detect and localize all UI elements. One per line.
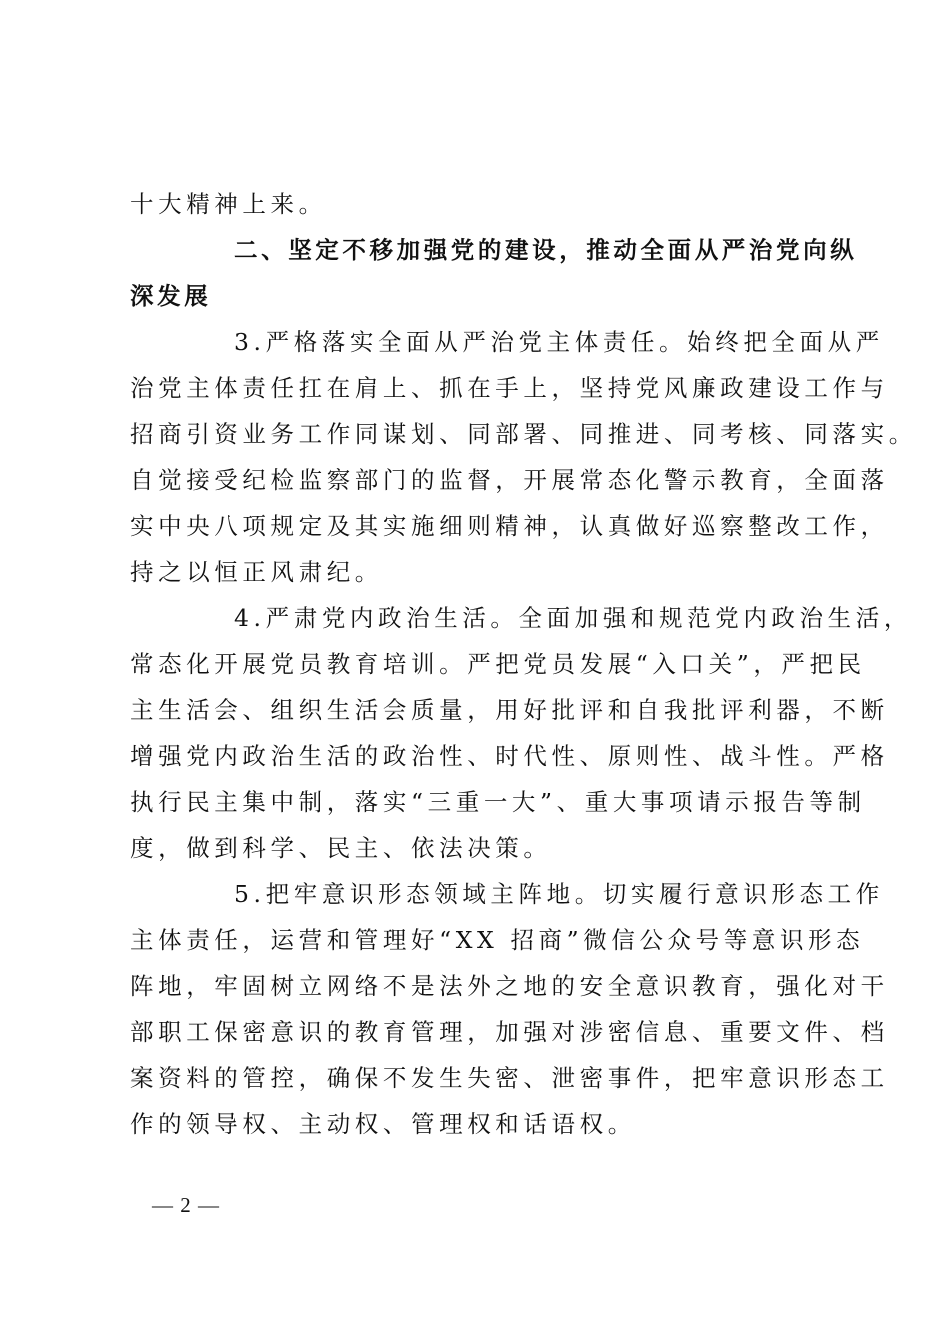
paragraph-4-line: 执行民主集中制，落实“三重一大”、重大事项请示报告等制 bbox=[130, 788, 866, 816]
paragraph-3-line: 治党主体责任扛在肩上、抓在手上，坚持党风廉政建设工作与 bbox=[130, 374, 889, 402]
paragraph-5-line: 案资料的管控，确保不发生失密、泄密事件，把牢意识形态工 bbox=[130, 1064, 889, 1092]
body-line: 十大精神上来。 bbox=[130, 190, 327, 218]
paragraph-4-line: 增强党内政治生活的政治性、时代性、原则性、战斗性。严格 bbox=[130, 742, 889, 770]
paragraph-3-line: 持之以恒正风肃纪。 bbox=[130, 558, 383, 586]
paragraph-5-line: 部职工保密意识的教育管理，加强对涉密信息、重要文件、档 bbox=[130, 1018, 889, 1046]
section-heading: 二、坚定不移加强党的建设，推动全面从严治党向纵 bbox=[234, 236, 858, 264]
paragraph-5-line: 阵地，牢固树立网络不是法外之地的安全意识教育，强化对干 bbox=[130, 972, 889, 1000]
section-heading-continuation: 深发展 bbox=[130, 282, 212, 310]
paragraph-3-line: 3.严格落实全面从严治党主体责任。始终把全面从严 bbox=[234, 328, 884, 356]
paragraph-4-line: 4.严肃党内政治生活。全面加强和规范党内政治生活， bbox=[234, 604, 912, 632]
paragraph-5-line: 作的领导权、主动权、管理权和话语权。 bbox=[130, 1110, 636, 1138]
paragraph-4-line: 常态化开展党员教育培训。严把党员发展“入口关”，严把民 bbox=[130, 650, 866, 678]
paragraph-4-line: 主生活会、组织生活会质量，用好批评和自我批评利器，不断 bbox=[130, 696, 889, 724]
page-number: — 2 — bbox=[152, 1193, 220, 1217]
paragraph-3-line: 招商引资业务工作同谋划、同部署、同推进、同考核、同落实。 bbox=[130, 420, 917, 448]
paragraph-3-line: 自觉接受纪检监察部门的监督，开展常态化警示教育，全面落 bbox=[130, 466, 889, 494]
paragraph-4-line: 度，做到科学、民主、依法决策。 bbox=[130, 834, 552, 862]
paragraph-3-line: 实中央八项规定及其实施细则精神，认真做好巡察整改工作， bbox=[130, 512, 889, 540]
paragraph-5-line: 主体责任，运营和管理好“XX 招商”微信公众号等意识形态 bbox=[130, 926, 865, 954]
paragraph-5-line: 5.把牢意识形态领域主阵地。切实履行意识形态工作 bbox=[234, 880, 884, 908]
